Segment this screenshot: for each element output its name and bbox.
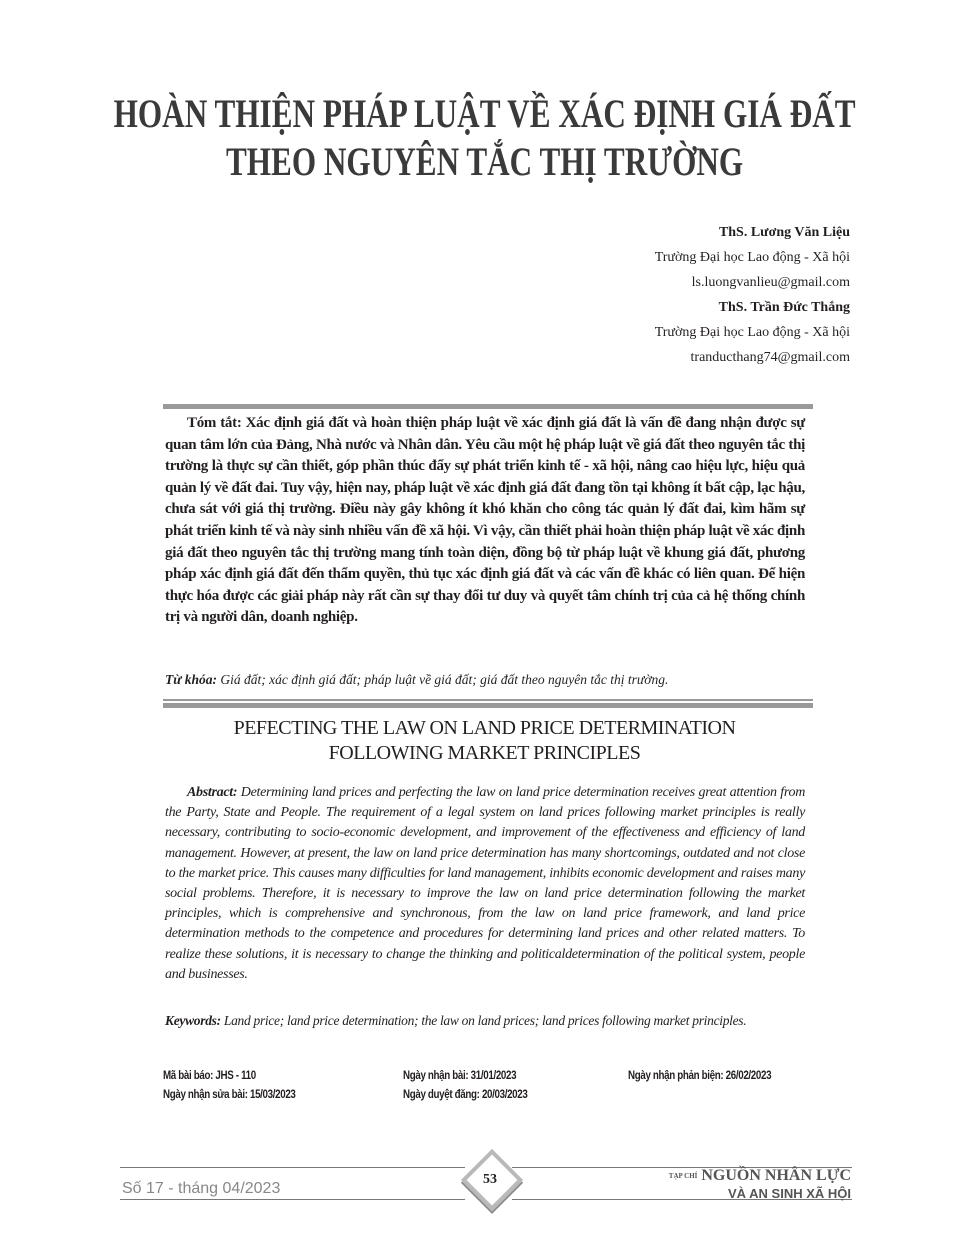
vn-abstract (165, 413, 805, 629)
en-abstract (165, 783, 805, 985)
abstract-text: Determining land prices and perfecting the law on land price determination receives great attention from the Party, State and People. The requirement of a legal system on land prices following market principles is really necessary, contributing to socio-economic development, and improvement of the effectiveness and efficiency of land management. However, at present, the law on land price determination has many shortcomings, outdated and not close to the market price. This causes many difficulties for land management, inhibits economic development and raises many social problems. Therefore, it is necessary to improve the law on land price determination following the market principles, which is comprehensive and synchronous, from the law on land price framework, and land price determination methods to the competence and procedures for determining land prices and other related matters. To realize these solutions, it is necessary to change the thinking and politicaldetermination of the political system, people and businesses. (165, 785, 806, 982)
meta-column-3 (628, 1067, 771, 1086)
journal-name-line-2: VÀ AN SINH XÃ HỘI (727, 1186, 851, 1201)
keywords-text: Giá đất; xác định giá đất; pháp luật về giá đất; giá đất theo nguyên tắc thị trường. (220, 672, 669, 687)
meta-column-1 (163, 1067, 296, 1105)
author-email: ls.luongvanlieu@gmail.com (691, 275, 850, 290)
divider (163, 699, 813, 708)
english-title (0, 716, 969, 766)
author-block (655, 220, 850, 370)
author-name: ThS. Lương Văn Liệu (718, 225, 850, 240)
en-keywords (165, 1013, 805, 1029)
page-number: 53 (483, 1172, 497, 1187)
keywords-text: Land price; land price determination; the law on land prices; land prices following market principles. (223, 1013, 747, 1028)
divider (163, 404, 813, 409)
issue-label: Số 17 - tháng 04/2023 (122, 1180, 281, 1197)
author-name: ThS. Trần Đức Thắng (718, 300, 850, 315)
vn-keywords (165, 672, 805, 688)
revision-date: Ngày nhận sửa bài: 15/03/2023 (163, 1089, 296, 1101)
english-title-line-1: PEFECTING THE LAW ON LAND PRICE DETERMINATION (233, 717, 736, 739)
accepted-date: Ngày duyệt đăng: 20/03/2023 (403, 1089, 528, 1101)
abstract-label: Tóm tắt: (187, 415, 242, 431)
journal-name-line-1: NGUỒN NHÂN LỰC (701, 1167, 851, 1184)
abstract-label: Abstract: (187, 785, 238, 800)
footer-line (120, 1199, 465, 1200)
meta-column-2 (403, 1067, 527, 1105)
english-title-line-2: FOLLOWING MARKET PRINCIPLES (328, 742, 641, 764)
title-line-1: HOÀN THIỆN PHÁP LUẬT VỀ XÁC ĐỊNH GIÁ ĐẤT (113, 91, 856, 136)
author-affiliation: Trường Đại học Lao động - Xã hội (654, 250, 850, 265)
journal-prefix: TẠP CHÍ (668, 1172, 698, 1180)
keywords-label: Keywords: (165, 1013, 221, 1028)
article-code: Mã bài báo: JHS - 110 (163, 1070, 256, 1082)
author-affiliation: Trường Đại học Lao động - Xã hội (654, 325, 850, 340)
footer-line (120, 1167, 465, 1168)
author-email: tranducthang74@gmail.com (690, 350, 850, 365)
title-line-2: THEO NGUYÊN TẮC THỊ TRƯỜNG (225, 139, 744, 184)
keywords-label: Từ khóa: (165, 672, 217, 687)
review-date: Ngày nhận phản biện: 26/02/2023 (628, 1070, 772, 1082)
abstract-text: Xác định giá đất và hoàn thiện pháp luật về xác định giá đất là vấn đề đang nhận được sự quan tâm lớn của Đảng, Nhà nước và Nhân dân. Yêu cầu một hệ pháp luật về giá đất theo nguyên tắc thị trường là thực sự cần thiết, góp phần thúc đẩy sự phát triển kinh tế - xã hội, nâng cao hiệu lực, hiệu quả quản lý về đất đai. Tuy vậy, hiện nay, pháp luật về xác định giá đất đang tồn tại không ít bất cập, lạc hậu, chưa sát với giá thị trường. Điều này gây không ít khó khăn cho công tác quản lý đất đai, kìm hãm sự phát triển kinh tế và này sinh nhiều vấn đề xã hội. Vì vậy, cần thiết phải hoàn thiện pháp luật về xác định giá đất theo nguyên tắc thị trường mang tính toàn diện, đồng bộ từ pháp luật về khung giá đất, phương pháp xác định giá đất đến thẩm quyền, thủ tục xác định giá đất và các vấn đề khác có liên quan. Để hiện thực hóa được các giải pháp này rất cần sự thay đổi tư duy và quyết tâm chính trị của cả hệ thống chính trị và người dân, doanh nghiệp. (165, 415, 805, 626)
received-date: Ngày nhận bài: 31/01/2023 (403, 1070, 517, 1082)
journal-logo (669, 1167, 851, 1203)
article-title (0, 90, 969, 186)
